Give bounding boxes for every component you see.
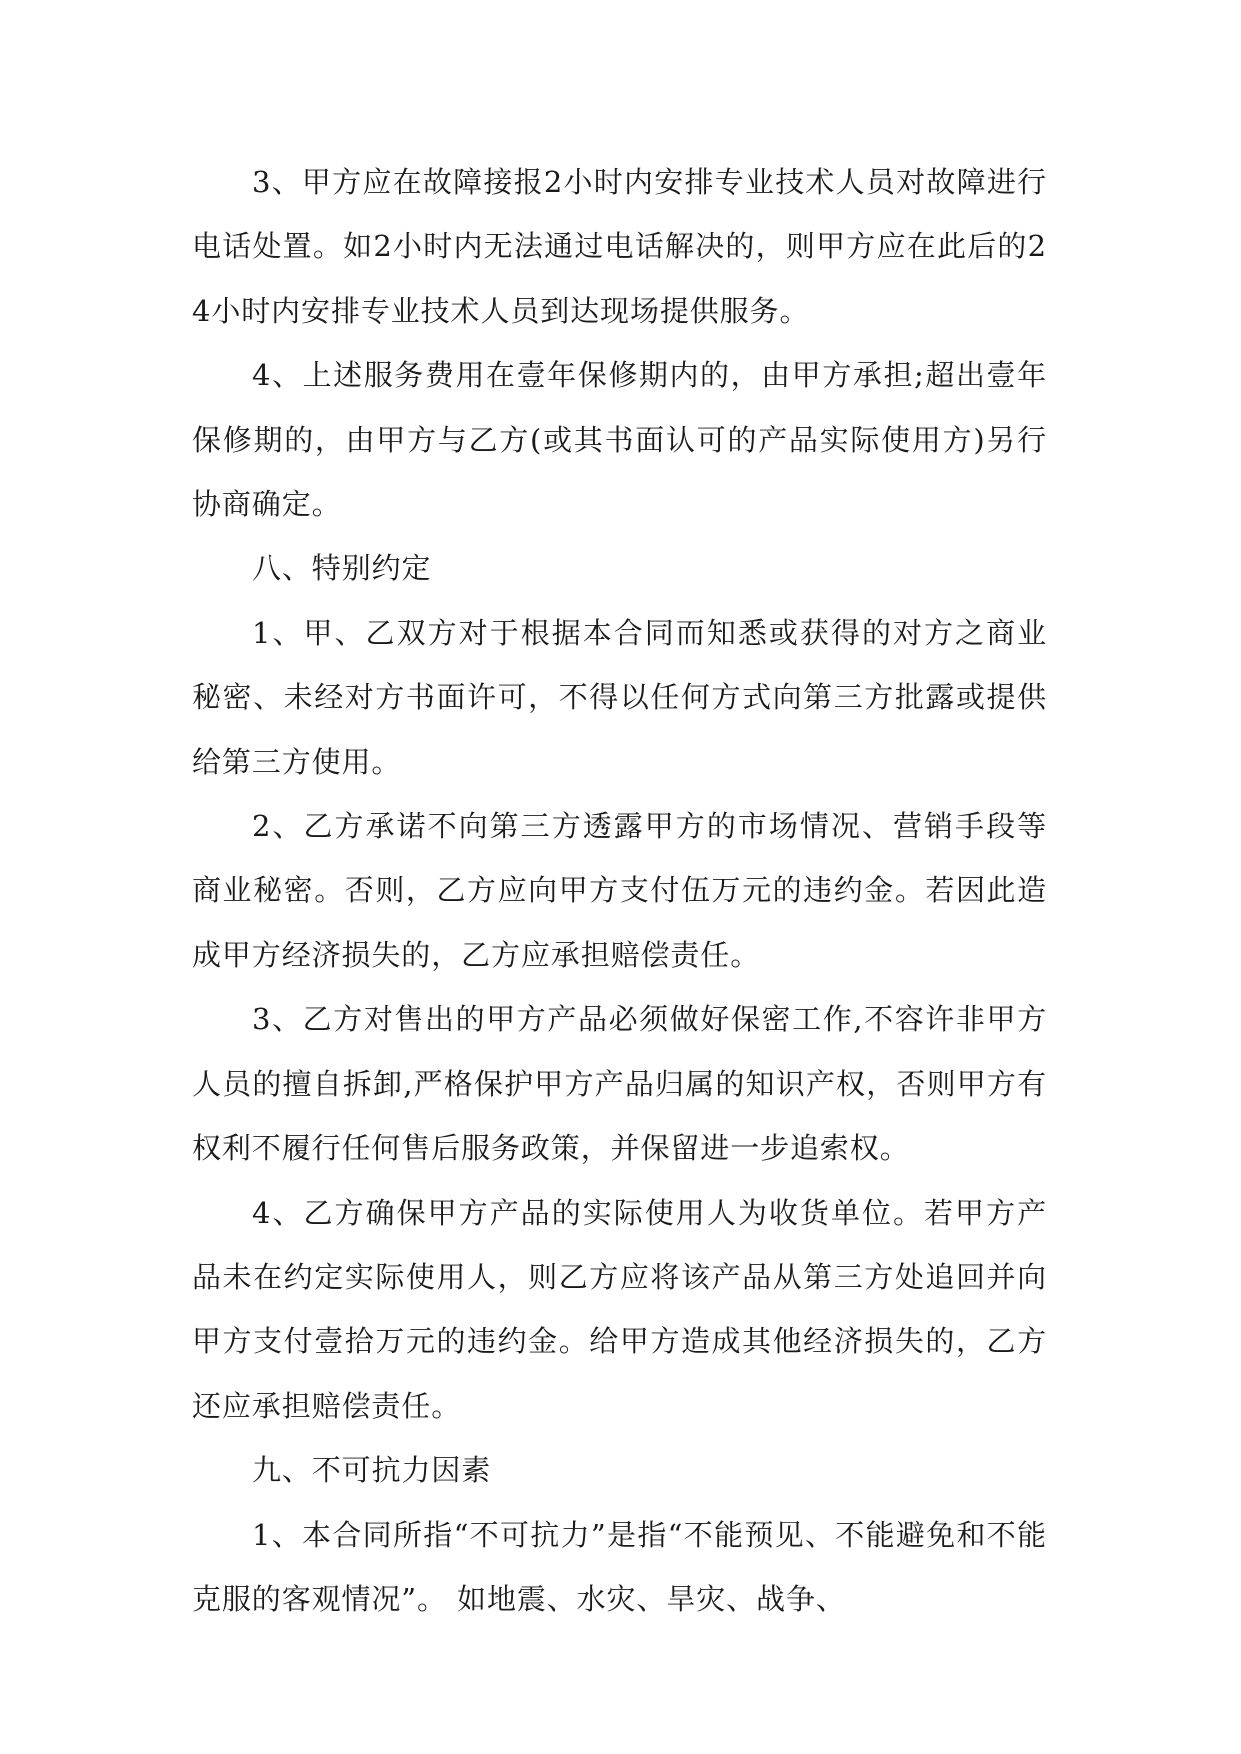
clause-8-2-paragraph: 2、乙方承诺不向第三方透露甲方的市场情况、营销手段等商业秘密。否则，乙方应向甲方支付伍万元的违约金。若因此造成甲方经济损失的，乙方应承担赔偿责任。	[192, 809, 1047, 972]
clause-8-3-paragraph: 3、乙方对售出的甲方产品必须做好保密工作,不容许非甲方人员的擅自拆卸,严格保护甲方产品归属的知识产权，否则甲方有权利不履行任何售后服务政策，并保留进一步追索权。	[192, 1002, 1047, 1166]
clause-8-4-paragraph: 4、乙方确保甲方产品的实际使用人为收货单位。若甲方产品未在约定实际使用人，则乙方应将该产品从第三方处追回并向甲方支付壹拾万元的违约金。给甲方造成其他经济损失的，乙方还应承担赔偿责任。	[192, 1195, 1047, 1423]
clause-8-1-paragraph: 1、甲、乙双方对于根据本合同而知悉或获得的对方之商业秘密、未经对方书面许可，不得以任何方式向第三方批露或提供给第三方使用。	[192, 615, 1047, 779]
document-page	[192, 150, 1047, 1631]
clause-7-4-paragraph: 4、上述服务费用在壹年保修期内的，由甲方承担;超出壹年保修期的，由甲方与乙方(或其书面认可的产品实际使用方)另行协商确定。	[192, 358, 1047, 522]
clause-9-1-paragraph: 1、本合同所指“不可抗力”是指“不能预见、不能避免和不能克服的客观情况”。 如地震、水灾、旱灾、战争、	[192, 1517, 1047, 1616]
clause-7-3-paragraph: 3、甲方应在故障接报2小时内安排专业技术人员对故障进行电话处置。如2小时内无法通过电话解决的，则甲方应在此后的24小时内安排专业技术人员到达现场提供服务。	[192, 165, 1047, 328]
section-9-heading: 九、不可抗力因素	[252, 1453, 492, 1488]
section-8-heading: 八、特别约定	[252, 551, 432, 586]
